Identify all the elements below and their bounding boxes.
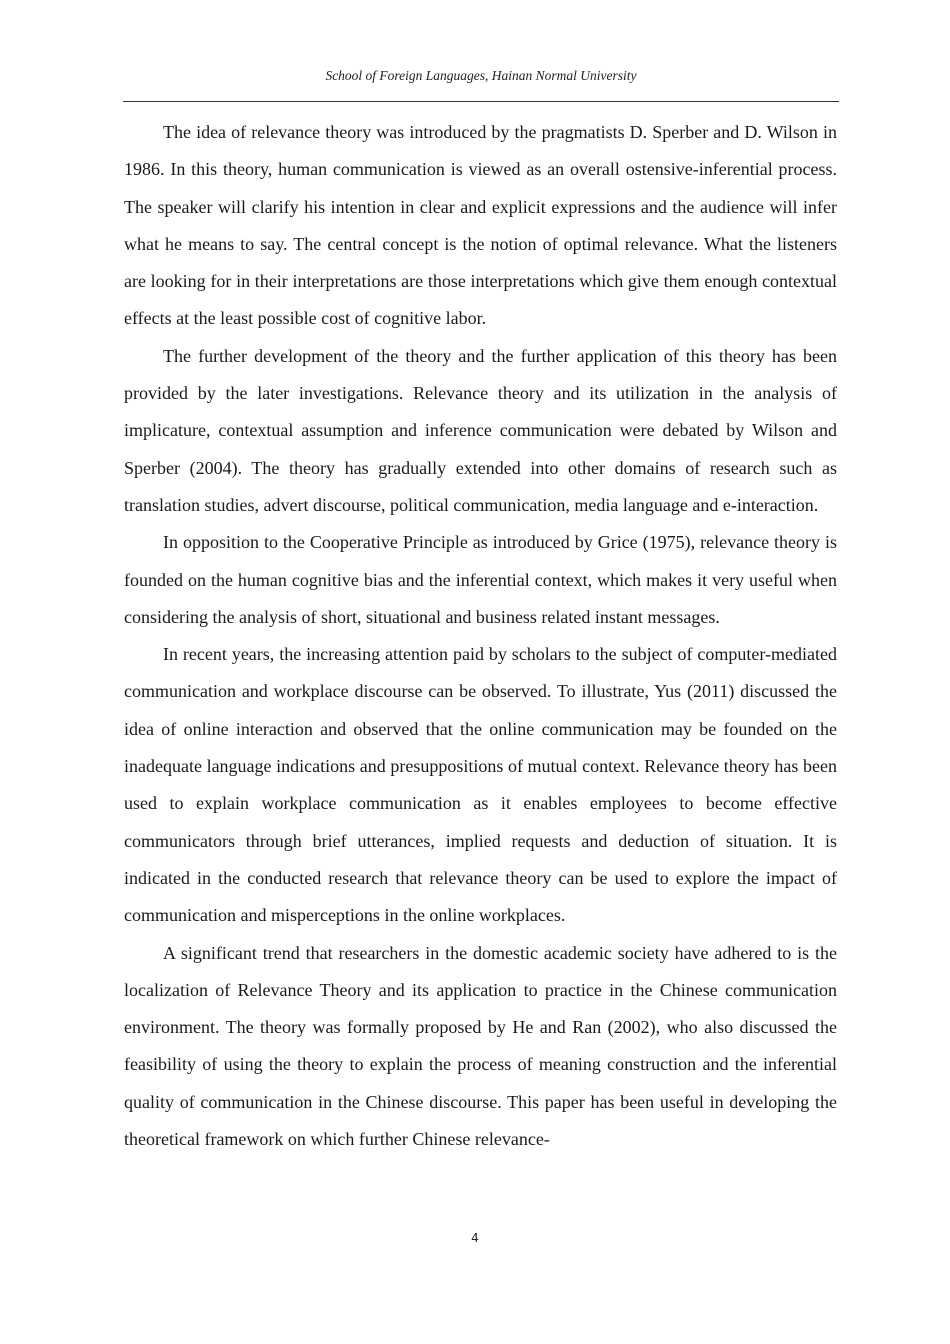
running-header: School of Foreign Languages, Hainan Normal University [325,68,637,83]
paragraph-domestic-trend: A significant trend that researchers in the domestic academic society have adhered to is the localization of Relevance Theory and its application to practice in the Chinese communication environment. The theory was formally proposed by He and Ran (2002), who also discussed the feasibility of using the theory to explain the process of meaning construction and the inferential quality of communication in the Chinese discourse. This paper has been useful in developing the theoretical framework on which further Chinese relevance- [124,942,837,1150]
paragraph-further-development: The further development of the theory and the further application of this theory has been provided by the later investigations. Relevance theory and its utilization in the analysis of implicature, contextual assumption and inference communication were debated by Wilson and Sperber (2004). The theory has gradually extended into other domains of research such as translation studies, advert discourse, political communication, media language and e-interaction. [124,345,837,515]
page-number: 4 [471,1231,479,1245]
paragraph-cooperative-principle: In opposition to the Cooperative Principle as introduced by Grice (1975), relevance theory is founded on the human cognitive bias and the inferential context, which makes it very useful when considering the analysis of short, situational and business related instant messages. [124,532,837,627]
paragraph-recent-years: In recent years, the increasing attention paid by scholars to the subject of computer-mediated communication and workplace discourse can be observed. To illustrate, Yus (2011) discussed the idea of online interaction and observed that the online communication may be founded on the inadequate language indications and presuppositions of mutual context. Relevance theory has been used to explain workplace communication as it enables employees to become effective communicators through brief utterances, implied requests and deduction of situation. It is indicated in the conducted research that relevance theory can be used to explore the impact of communication and misperceptions in the online workplaces. [124,644,837,926]
body-text [124,114,837,1158]
header-rule [123,101,839,102]
paragraph-relevance-theory-intro: The idea of relevance theory was introduced by the pragmatists D. Sperber and D. Wilson in 1986. In this theory, human communication is viewed as an overall ostensive-inferential process. The speaker will clarify his intention in clear and explicit expressions and the audience will infer what he means to say. The central concept is the notion of optimal relevance. What the listeners are looking for in their interpretations are those interpretations which give them enough contextual effects at the least possible cost of cognitive labor. [124,122,837,329]
